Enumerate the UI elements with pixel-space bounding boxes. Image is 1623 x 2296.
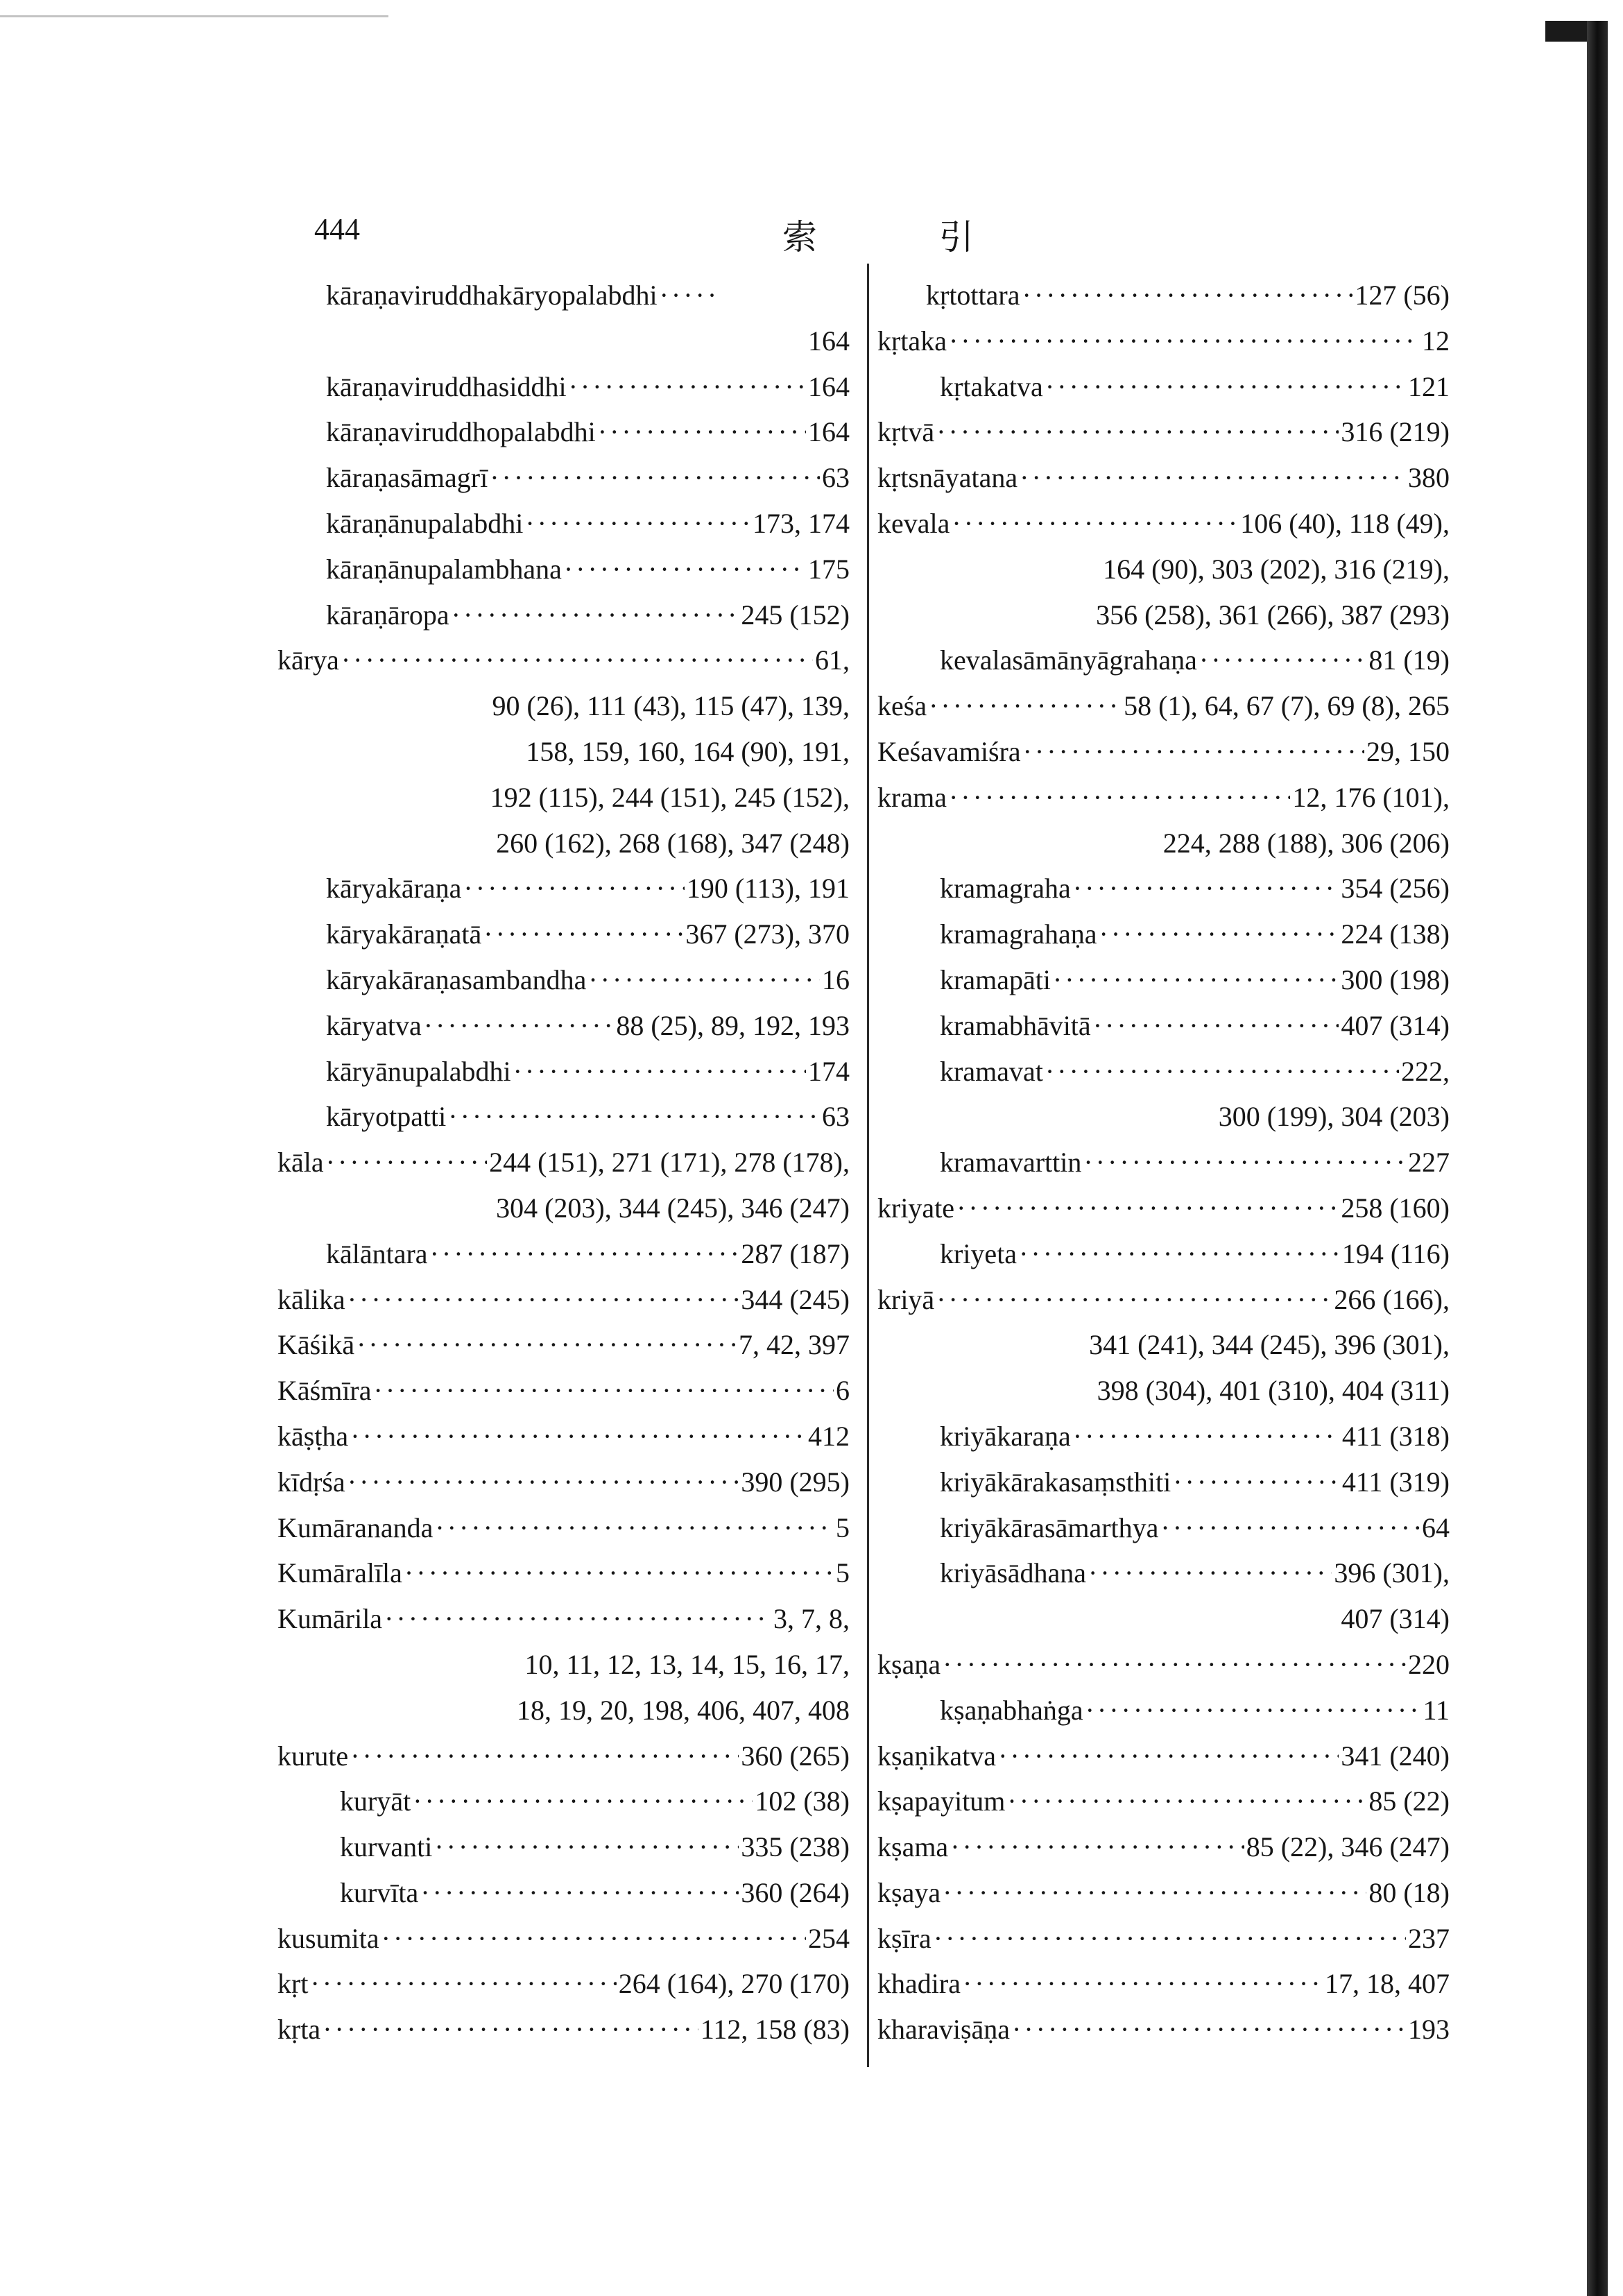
index-entry xyxy=(277,1414,850,1459)
index-entry xyxy=(277,1231,850,1277)
column-divider xyxy=(867,264,869,2067)
dot-leader xyxy=(998,1733,1339,1779)
index-page-refs: 164 xyxy=(808,325,850,357)
index-continuation-line xyxy=(877,1094,1450,1140)
index-term: kramabhāvitā xyxy=(940,1009,1091,1041)
index-page-refs: 10, 11, 12, 13, 14, 15, 16, 17, xyxy=(524,1648,850,1680)
index-page-refs: 300 (198) xyxy=(1341,963,1450,995)
index-term: kāraṇānupalambhana xyxy=(326,553,562,585)
index-page-refs: 85 (22), 346 (247) xyxy=(1246,1831,1450,1863)
index-page-refs: 190 (113), 191 xyxy=(686,873,850,905)
index-term: kriyeta xyxy=(940,1237,1017,1269)
index-term: Kumāralīla xyxy=(277,1557,402,1589)
dot-leader xyxy=(963,1961,1323,2007)
index-term: Kumārila xyxy=(277,1603,383,1635)
index-continuation-line xyxy=(277,729,850,775)
index-term: kāla xyxy=(277,1147,324,1179)
dot-leader xyxy=(384,1596,771,1642)
index-entry xyxy=(277,2007,850,2053)
index-term: kramagrahaṇa xyxy=(940,918,1097,950)
index-continuation-line xyxy=(877,1368,1450,1414)
index-page-refs: 360 (265) xyxy=(741,1740,850,1772)
index-entry xyxy=(877,1642,1450,1688)
book-spine-shadow xyxy=(1587,21,1608,2296)
index-page-refs: 341 (241), 344 (245), 396 (301), xyxy=(1089,1329,1450,1361)
dot-leader xyxy=(424,1003,615,1049)
index-term: Kāśikā xyxy=(277,1329,355,1361)
index-term: kṣama xyxy=(877,1831,949,1863)
index-entry xyxy=(877,364,1450,410)
dot-leader xyxy=(1173,1459,1340,1505)
index-page-refs: 300 (199), 304 (203) xyxy=(1218,1101,1450,1133)
index-term: kramavarttin xyxy=(940,1147,1082,1179)
index-page-refs: 224 (138) xyxy=(1341,918,1450,950)
index-term: kāraṇāropa xyxy=(326,599,449,631)
index-term: kriyākārasāmarthya xyxy=(940,1511,1159,1543)
index-page-refs: 390 (295) xyxy=(741,1466,850,1498)
index-page-refs: 58 (1), 64, 67 (7), 69 (8), 265 xyxy=(1124,690,1450,722)
index-entry xyxy=(277,1003,850,1049)
index-entry xyxy=(277,1779,850,1824)
index-entry xyxy=(277,1277,850,1323)
index-term: kramavat xyxy=(940,1055,1043,1087)
index-term: kṛtvā xyxy=(877,416,935,448)
dot-leader xyxy=(1160,1505,1420,1551)
index-entry xyxy=(277,1550,850,1596)
index-page-refs: 356 (258), 361 (266), 387 (293) xyxy=(1096,599,1450,631)
dot-leader xyxy=(513,1049,806,1095)
index-entry xyxy=(877,866,1450,911)
index-page-refs: 227 xyxy=(1408,1147,1450,1179)
index-page-refs: 244 (151), 271 (171), 278 (178), xyxy=(489,1147,850,1179)
dot-leader xyxy=(381,1916,806,1962)
index-term: kālāntara xyxy=(326,1237,428,1269)
index-continuation-line xyxy=(877,1322,1450,1368)
index-entry xyxy=(877,1277,1450,1323)
index-entry xyxy=(877,455,1450,501)
index-entry xyxy=(277,547,850,592)
dot-leader xyxy=(949,775,1290,821)
index-entry xyxy=(277,1824,850,1870)
dot-leader xyxy=(943,1870,1366,1916)
index-page-refs: 7, 42, 397 xyxy=(739,1329,850,1361)
index-page-refs: 266 (166), xyxy=(1334,1283,1450,1315)
dot-leader xyxy=(936,409,1339,455)
index-term: kusumita xyxy=(277,1922,379,1954)
index-page-refs: 260 (162), 268 (168), 347 (248) xyxy=(496,827,850,859)
dot-leader xyxy=(1019,1231,1340,1277)
index-term: kārya xyxy=(277,644,339,676)
index-page-refs: 407 (314) xyxy=(1341,1009,1450,1041)
index-term: kevala xyxy=(877,507,950,539)
dot-leader xyxy=(1199,637,1366,683)
index-entry xyxy=(877,1916,1450,1962)
dot-leader xyxy=(490,455,820,501)
index-page-refs: 63 xyxy=(822,462,850,494)
index-term: Keśavamiśra xyxy=(877,735,1021,767)
index-page-refs: 396 (301), xyxy=(1334,1557,1450,1589)
index-term: kriyākaraṇa xyxy=(940,1420,1071,1452)
index-continuation-line xyxy=(277,1688,850,1733)
index-page-refs: 360 (264) xyxy=(741,1876,850,1908)
index-term: kṛtsnāyatana xyxy=(877,462,1018,494)
index-page-refs: 335 (238) xyxy=(741,1831,850,1863)
dot-leader xyxy=(1023,729,1364,775)
dot-leader xyxy=(347,1277,739,1323)
index-page-refs: 18, 19, 20, 198, 406, 407, 408 xyxy=(517,1694,850,1726)
index-term: kāryatva xyxy=(326,1009,422,1041)
index-term: kurute xyxy=(277,1740,349,1772)
dot-leader xyxy=(1012,2007,1406,2053)
index-page-refs: 380 xyxy=(1408,462,1450,494)
index-page-refs: 81 (19) xyxy=(1368,644,1450,676)
index-page-refs: 354 (256) xyxy=(1341,873,1450,905)
index-term: kriyate xyxy=(877,1192,955,1224)
index-page-refs: 80 (18) xyxy=(1368,1876,1450,1908)
index-entry xyxy=(877,1459,1450,1505)
dot-leader xyxy=(323,2007,698,2053)
index-entry xyxy=(877,1505,1450,1551)
index-page-refs: 194 (116) xyxy=(1341,1237,1450,1269)
index-page-refs: 367 (273), 370 xyxy=(685,918,850,950)
index-page-refs: 412 xyxy=(808,1420,850,1452)
index-term: kriyāsādhana xyxy=(940,1557,1087,1589)
index-page-refs: 254 xyxy=(808,1922,850,1954)
index-page-refs: 173, 174 xyxy=(753,507,850,539)
dot-leader xyxy=(1073,866,1339,911)
index-continuation-line xyxy=(877,821,1450,866)
index-term: kharaviṣāṇa xyxy=(877,2014,1011,2046)
index-entry xyxy=(277,455,850,501)
index-continuation-line xyxy=(277,318,850,364)
index-entry xyxy=(877,409,1450,455)
dot-leader xyxy=(1022,273,1353,318)
dot-leader xyxy=(310,1961,616,2007)
index-entry xyxy=(877,729,1450,775)
dot-leader xyxy=(588,957,820,1003)
index-page-refs: 174 xyxy=(808,1055,850,1087)
dot-leader xyxy=(1088,1550,1332,1596)
dot-leader xyxy=(1073,1414,1340,1459)
index-page-refs: 164 xyxy=(808,416,850,448)
dot-leader xyxy=(347,1459,739,1505)
page-number: 444 xyxy=(314,212,360,246)
index-term: kṣaya xyxy=(877,1876,941,1908)
index-entry xyxy=(877,1140,1450,1185)
dot-leader xyxy=(598,409,806,455)
index-entry xyxy=(877,501,1450,547)
index-entry xyxy=(877,1824,1450,1870)
dot-leader xyxy=(448,1094,820,1140)
index-entry xyxy=(877,2007,1450,2053)
dot-leader xyxy=(434,1824,739,1870)
dot-leader xyxy=(525,501,750,547)
index-term: kāraṇānupalabdhi xyxy=(326,507,524,539)
index-term: kurvīta xyxy=(340,1876,419,1908)
index-term: kramagraha xyxy=(940,873,1071,905)
index-term: kāraṇasāmagrī xyxy=(326,462,488,494)
index-entry xyxy=(877,1414,1450,1459)
index-column-left xyxy=(277,273,850,2053)
dot-leader xyxy=(341,637,813,683)
index-term: kāryakāraṇa xyxy=(326,873,462,905)
dot-leader xyxy=(564,547,806,592)
index-page-refs: 164 xyxy=(808,370,850,402)
index-entry xyxy=(277,1094,850,1140)
index-page-refs: 6 xyxy=(836,1375,850,1407)
dot-leader xyxy=(1007,1779,1366,1824)
index-term: kṛtakatva xyxy=(940,370,1043,402)
dot-leader xyxy=(1020,455,1406,501)
index-term: khadira xyxy=(877,1968,961,2000)
index-page-refs: 11 xyxy=(1423,1694,1450,1726)
index-entry xyxy=(277,409,850,455)
dot-leader xyxy=(420,1870,739,1916)
index-entry xyxy=(277,1596,850,1642)
dot-leader xyxy=(660,273,722,318)
index-continuation-line xyxy=(277,1642,850,1688)
index-page-refs: 193 xyxy=(1408,2014,1450,2046)
index-page-refs: 264 (164), 270 (170) xyxy=(618,1968,850,2000)
index-term: kramapāti xyxy=(940,963,1051,995)
index-term: kīdṛśa xyxy=(277,1466,345,1498)
index-entry xyxy=(277,1961,850,2007)
index-entry xyxy=(877,318,1450,364)
index-page-refs: 88 (25), 89, 192, 193 xyxy=(616,1009,850,1041)
index-term: keśa xyxy=(877,690,927,722)
index-entry xyxy=(277,1870,850,1916)
index-entry xyxy=(277,866,850,911)
dot-leader xyxy=(350,1733,739,1779)
dot-leader xyxy=(413,1779,753,1824)
dot-leader xyxy=(1053,957,1339,1003)
index-term: kṛtottara xyxy=(926,280,1020,311)
index-entry xyxy=(877,1550,1450,1596)
index-entry xyxy=(877,1231,1450,1277)
dot-leader xyxy=(374,1368,834,1414)
index-page-refs: 121 xyxy=(1408,370,1450,402)
index-page-refs: 175 xyxy=(808,553,850,585)
dot-leader xyxy=(452,592,739,638)
dot-leader xyxy=(1083,1140,1406,1185)
index-continuation-line xyxy=(877,1596,1450,1642)
index-entry xyxy=(277,364,850,410)
dot-leader xyxy=(943,1642,1406,1688)
dot-leader xyxy=(1045,364,1406,410)
index-page-refs: 407 (314) xyxy=(1341,1603,1450,1635)
index-page-refs: 17, 18, 407 xyxy=(1325,1968,1450,2000)
index-page-refs: 90 (26), 111 (43), 115 (47), 139, xyxy=(492,690,850,722)
index-entry xyxy=(877,775,1450,821)
index-page-refs: 5 xyxy=(836,1511,850,1543)
index-page-refs: 316 (219) xyxy=(1341,416,1450,448)
dot-leader xyxy=(1099,911,1339,957)
dot-leader xyxy=(949,318,1420,364)
index-continuation-line xyxy=(277,775,850,821)
index-page-refs: 63 xyxy=(822,1101,850,1133)
index-term: kurvanti xyxy=(340,1831,433,1863)
index-term: kṛt xyxy=(277,1968,309,2000)
index-page-refs: 102 (38) xyxy=(755,1785,850,1817)
index-page-refs: 344 (245) xyxy=(741,1283,850,1315)
dot-leader xyxy=(430,1231,739,1277)
index-term: kāraṇaviruddhopalabdhi xyxy=(326,416,596,448)
dot-leader xyxy=(929,683,1122,729)
index-entry xyxy=(277,911,850,957)
index-entry xyxy=(277,1140,850,1185)
index-page-refs: 5 xyxy=(836,1557,850,1589)
index-page-refs: 237 xyxy=(1408,1922,1450,1954)
index-entry xyxy=(877,1961,1450,2007)
index-page-refs: 411 (319) xyxy=(1341,1466,1450,1498)
index-page-refs: 258 (160) xyxy=(1341,1192,1450,1224)
index-term: kevalasāmānyāgrahaṇa xyxy=(940,644,1197,676)
index-term: kṣaṇabhaṅga xyxy=(940,1694,1083,1726)
index-entry xyxy=(877,1185,1450,1231)
dot-leader xyxy=(350,1414,806,1459)
index-entry xyxy=(277,637,850,683)
dot-leader xyxy=(1093,1003,1339,1049)
index-page-refs: 61, xyxy=(815,644,850,676)
dot-leader xyxy=(569,364,806,410)
index-entry xyxy=(877,1003,1450,1049)
index-page-refs: 112, 158 (83) xyxy=(700,2014,850,2046)
index-page-refs: 29, 150 xyxy=(1366,735,1450,767)
index-continuation-line xyxy=(277,683,850,729)
index-term: kuryāt xyxy=(340,1785,411,1817)
index-term: krama xyxy=(877,781,947,813)
index-term: kṛta xyxy=(277,2014,321,2046)
index-page-refs: 341 (240) xyxy=(1341,1740,1450,1772)
index-term: kālika xyxy=(277,1283,345,1315)
index-term: kāṣṭha xyxy=(277,1420,349,1452)
index-page-refs: 164 (90), 303 (202), 316 (219), xyxy=(1103,553,1450,585)
index-page-refs: 411 (318) xyxy=(1341,1420,1450,1452)
dot-leader xyxy=(463,866,684,911)
index-term: kṣīra xyxy=(877,1922,931,1954)
index-entry xyxy=(877,1049,1450,1095)
index-term: kāraṇaviruddhakāryopalabdhi xyxy=(326,280,658,311)
index-term: kriyā xyxy=(877,1283,935,1315)
index-term: kāryakāraṇatā xyxy=(326,918,482,950)
index-entry xyxy=(277,957,850,1003)
index-entry xyxy=(277,501,850,547)
dot-leader xyxy=(934,1916,1406,1962)
index-entry xyxy=(877,683,1450,729)
index-page-refs: 12, 176 (101), xyxy=(1292,781,1450,813)
dot-leader xyxy=(435,1505,834,1551)
index-entry xyxy=(877,1688,1450,1733)
dot-leader xyxy=(950,1824,1244,1870)
index-entry xyxy=(877,273,1450,318)
index-entry xyxy=(277,273,850,318)
index-term: kāraṇaviruddhasiddhi xyxy=(326,370,567,402)
index-entry xyxy=(877,1779,1450,1824)
index-entry xyxy=(277,1049,850,1095)
dot-leader xyxy=(952,501,1238,547)
index-entry xyxy=(277,1505,850,1551)
index-page-refs: 224, 288 (188), 306 (206) xyxy=(1162,827,1450,859)
index-page-refs: 220 xyxy=(1408,1648,1450,1680)
index-page-refs: 158, 159, 160, 164 (90), 191, xyxy=(526,735,850,767)
index-term: kṛtaka xyxy=(877,325,947,357)
index-term: kṣapayitum xyxy=(877,1785,1006,1817)
index-entry xyxy=(877,637,1450,683)
index-term: kṣaṇikatva xyxy=(877,1740,997,1772)
index-entry xyxy=(277,592,850,638)
index-column-right xyxy=(877,273,1450,2053)
dot-leader xyxy=(483,911,683,957)
index-page-refs: 106 (40), 118 (49), xyxy=(1240,507,1450,539)
index-entry xyxy=(277,1368,850,1414)
dot-leader xyxy=(1045,1049,1399,1095)
dot-leader xyxy=(1085,1688,1421,1733)
index-page-refs: 245 (152) xyxy=(741,599,850,631)
index-entry xyxy=(877,1733,1450,1779)
index-continuation-line xyxy=(277,821,850,866)
index-entry xyxy=(877,1870,1450,1916)
index-entry xyxy=(877,957,1450,1003)
index-page-refs: 64 xyxy=(1422,1511,1450,1543)
index-entry xyxy=(277,1733,850,1779)
dot-leader xyxy=(404,1550,834,1596)
index-page-refs: 127 (56) xyxy=(1355,280,1450,311)
index-entry xyxy=(277,1459,850,1505)
index-page-refs: 287 (187) xyxy=(741,1237,850,1269)
index-entry xyxy=(877,911,1450,957)
index-page-refs: 16 xyxy=(822,963,850,995)
dot-leader xyxy=(936,1277,1332,1323)
index-term: kṣaṇa xyxy=(877,1648,941,1680)
index-page-refs: 3, 7, 8, xyxy=(773,1603,850,1635)
index-continuation-line xyxy=(877,592,1450,638)
index-continuation-line xyxy=(877,547,1450,592)
index-page-refs: 12 xyxy=(1422,325,1450,357)
index-term: Kāśmīra xyxy=(277,1375,372,1407)
index-page-refs: 398 (304), 401 (310), 404 (311) xyxy=(1097,1375,1450,1407)
dot-leader xyxy=(326,1140,487,1185)
index-term: kāryotpatti xyxy=(326,1101,447,1133)
dot-leader xyxy=(357,1322,737,1368)
page-title: 索 引 xyxy=(782,217,1029,257)
dot-leader xyxy=(956,1185,1339,1231)
index-page-refs: 222, xyxy=(1401,1055,1450,1087)
index-term: Kumārananda xyxy=(277,1511,433,1543)
index-page-refs: 85 (22) xyxy=(1368,1785,1450,1817)
index-term: kāryakāraṇasambandha xyxy=(326,963,587,995)
index-page-refs: 304 (203), 344 (245), 346 (247) xyxy=(496,1192,850,1224)
index-entry xyxy=(277,1916,850,1962)
index-term: kriyākārakasaṃsthiti xyxy=(940,1466,1171,1498)
index-page-refs: 192 (115), 244 (151), 245 (152), xyxy=(490,781,850,813)
index-continuation-line xyxy=(277,1185,850,1231)
index-term: kāryānupalabdhi xyxy=(326,1055,511,1087)
scan-artifact-line xyxy=(0,15,388,17)
index-entry xyxy=(277,1322,850,1368)
